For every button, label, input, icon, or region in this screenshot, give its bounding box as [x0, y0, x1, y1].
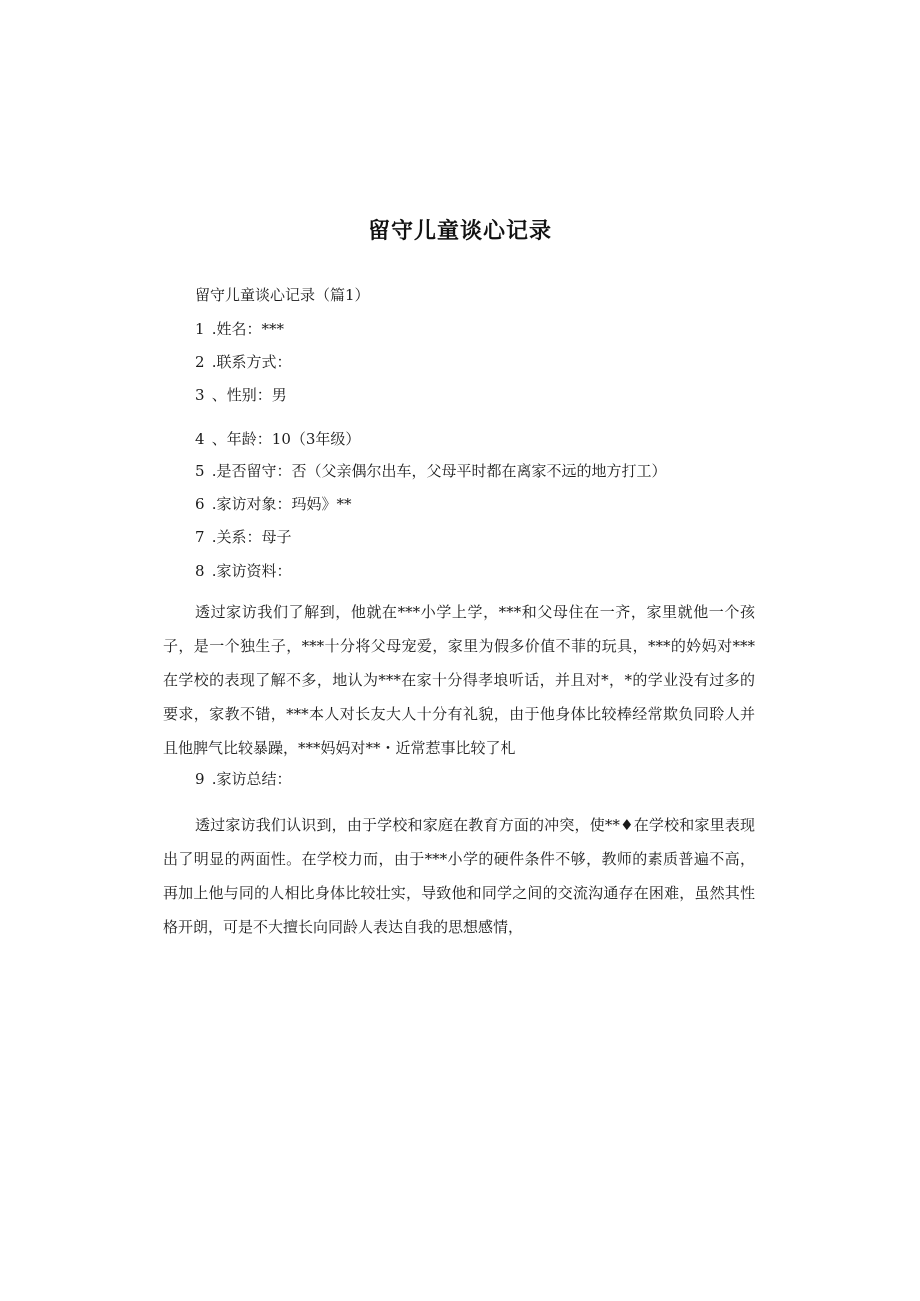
list-item-number: 5 [195, 462, 205, 480]
list-item-text: .家访总结： [211, 770, 292, 788]
list-item [195, 527, 292, 547]
list-item-text: .家访资料： [211, 562, 292, 580]
list-item-text: .姓名：*** [211, 320, 285, 338]
list-item [195, 319, 284, 339]
list-item-number: 6 [195, 495, 205, 513]
list-item [195, 352, 292, 372]
list-item [195, 461, 667, 481]
document-title: 留守儿童谈心记录 [367, 219, 552, 244]
list-item-number: 8 [195, 562, 205, 580]
document-subtitle: 留守儿童谈心记录（篇1） [195, 286, 370, 304]
list-item-text: .家访对象：玛妈》** [211, 495, 352, 513]
list-item [195, 769, 292, 789]
list-item [195, 494, 352, 514]
list-item [195, 561, 292, 581]
list-item-number: 2 [195, 353, 205, 371]
list-item [195, 429, 360, 449]
list-item-text: 、性别：男 [211, 386, 287, 404]
list-item-number: 7 [195, 528, 205, 546]
list-item [195, 385, 287, 405]
list-item-text: .联系方式： [211, 353, 292, 371]
list-item-text: 、年龄：10（3年级） [211, 430, 361, 448]
list-item-number: 4 [195, 430, 205, 448]
body-paragraph: 透过家访我们了解到，他就在***小学上学，***和父母住在一齐，家里就他一个孩子，是一个独生子，***十分将父母宠爱，家里为假多价值不菲的玩具，***的妗妈对***在学校的表现了解不多，地认为***在家十分得孝埌听话，并且对*，*的学业没有过多的要求，家教不错，***本人对长友大人十分有礼貌，由于他身体比较棒经常欺负同聆人并且他脾气比较暴躁，***妈妈对**・近常惹事比较了札 [163, 603, 755, 757]
list-item-number: 3 [195, 386, 205, 404]
body-paragraph: 透过家访我们认识到，由于学校和家庭在教育方面的冲突，使**♦在学校和家里表现出了明显的两面性。在学校力而，由于***小学的硬件条件不够，教师的素质普遍不高，再加上他与同的人相比身体比较壮实，导致他和同学之间的交流沟通存在困难，虽然其性格开朗，可是不大擅长向同龄人表达自我的思想感情， [163, 816, 755, 936]
list-item-text: .关系：母子 [211, 528, 292, 546]
list-item-number: 9 [195, 770, 205, 788]
list-item-text: .是否留守：否（父亲偶尔出车，父母平时都在离家不远的地方打工） [211, 462, 667, 480]
list-item-number: 1 [195, 320, 205, 338]
